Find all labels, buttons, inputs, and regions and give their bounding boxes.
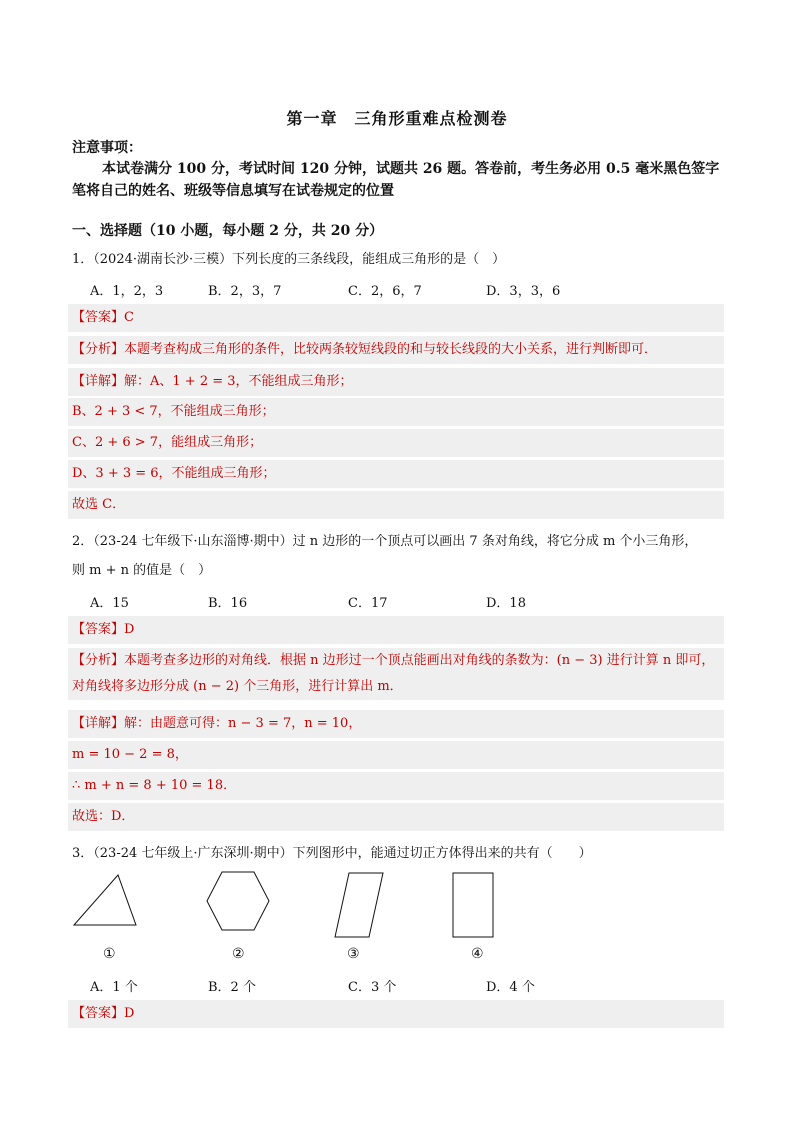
answer-tag: 【答案】: [72, 310, 125, 325]
q3-answer: D: [124, 1006, 135, 1021]
q3-option-b: B．2 个: [208, 980, 256, 995]
q2-option-b: B．16: [208, 596, 248, 611]
detail-tag: 【详解】: [72, 374, 125, 389]
q2-option-a: A．15: [90, 596, 129, 611]
analysis-tag: 【分析】: [72, 342, 125, 357]
question-2-stem-cont: 则 m + n 的值是（ ）: [72, 563, 212, 578]
q1-option-b: B．2，3，7: [208, 284, 282, 299]
section-heading-choice: 一、选择题（10 小题，每小题 2 分，共 20 分）: [72, 223, 384, 239]
question-1-stem: 1．（2024·湖南长沙·三模）下列长度的三条线段，能组成三角形的是（ ）: [72, 252, 506, 267]
shape-label-3: ③: [347, 946, 360, 962]
shape-label-2: ②: [232, 946, 245, 962]
shape-label-1: ①: [103, 946, 116, 962]
answer-tag: 【答案】: [72, 1006, 125, 1021]
question-2-stem: 2．（23-24 七年级下·山东淄博·期中）过 n 边形的一个顶点可以画出 7 条对角线，将它分成 m 个小三角形，: [72, 534, 698, 549]
q1-option-a: A．1，2，3: [90, 284, 164, 299]
triangle-shape: [72, 873, 156, 929]
q1-answer: C: [124, 310, 134, 325]
q3-answer-row: [68, 1000, 724, 1028]
q3-option-c: C．3 个: [348, 980, 397, 995]
q1-detail-row-2: B、2 + 3 < 7，不能组成三角形；: [68, 398, 724, 426]
q3-option-d: D．4 个: [486, 980, 535, 995]
q2-answer-row: [68, 616, 724, 644]
q1-detail-row-4: D、3 + 3 = 6，不能组成三角形；: [68, 460, 724, 488]
hexagon-shape: [205, 870, 271, 932]
q2-option-c: C．17: [348, 596, 388, 611]
q2-detail-line: 解：由题意可得：n − 3 = 7，n = 10，: [124, 716, 362, 731]
shape-label-4: ④: [471, 946, 484, 962]
q2-analysis-2: 对角线将多边形分成 (n − 2) 个三角形，进行计算出 m．: [72, 679, 403, 694]
notice-body: 本试卷满分 100 分，考试时间 120 分钟，试题共 26 题。答卷前，考生务必用 0.5 毫米黑色签字笔将自己的姓名、班级等信息填写在试卷规定的位置: [72, 161, 720, 199]
q2-analysis-1: 本题考查多边形的对角线．根据 n 边形过一个顶点能画出对角线的条数为：(n − 3) 进行计算 n 即可，: [124, 653, 715, 668]
q1-answer-row: [68, 304, 724, 332]
parallelogram-shape: [333, 871, 385, 939]
q1-detail-line: 解：A、1 + 2 = 3，不能组成三角形；: [124, 374, 353, 389]
q2-answer: D: [124, 622, 135, 637]
q1-detail-row-3: C、2 + 6 > 7，能组成三角形；: [68, 429, 724, 457]
q2-detail-row-2: m = 10 − 2 = 8，: [68, 741, 724, 769]
q1-detail-row-1: [68, 368, 724, 396]
q1-analysis-row: [68, 336, 724, 364]
q1-analysis: 本题考查构成三角形的条件，比较两条较短线段的和与较长线段的大小关系，进行判断即可．: [124, 342, 658, 357]
q1-detail-row-5: 故选 C．: [68, 491, 724, 519]
analysis-tag: 【分析】: [72, 653, 125, 668]
detail-tag: 【详解】: [72, 716, 125, 731]
page-title: 第一章 三角形重难点检测卷: [286, 109, 508, 128]
q2-detail-row-4: 故选：D．: [68, 803, 724, 831]
q1-option-c: C．2，6，7: [348, 284, 422, 299]
answer-tag: 【答案】: [72, 622, 125, 637]
q2-option-d: D．18: [486, 596, 526, 611]
rectangle-shape: [452, 872, 494, 938]
q3-option-a: A．1 个: [90, 980, 138, 995]
question-3-stem: 3．（23-24 七年级上·广东深圳·期中）下列图形中，能通过切正方体得出来的共有（ ）: [72, 846, 592, 861]
q2-detail-row-1: [68, 710, 724, 738]
q2-detail-row-3: ∴ m + n = 8 + 10 = 18．: [68, 772, 724, 800]
q1-option-d: D．3，3，6: [486, 284, 561, 299]
notice-heading: 注意事项：: [72, 140, 142, 156]
q2-analysis-row: [68, 648, 724, 700]
